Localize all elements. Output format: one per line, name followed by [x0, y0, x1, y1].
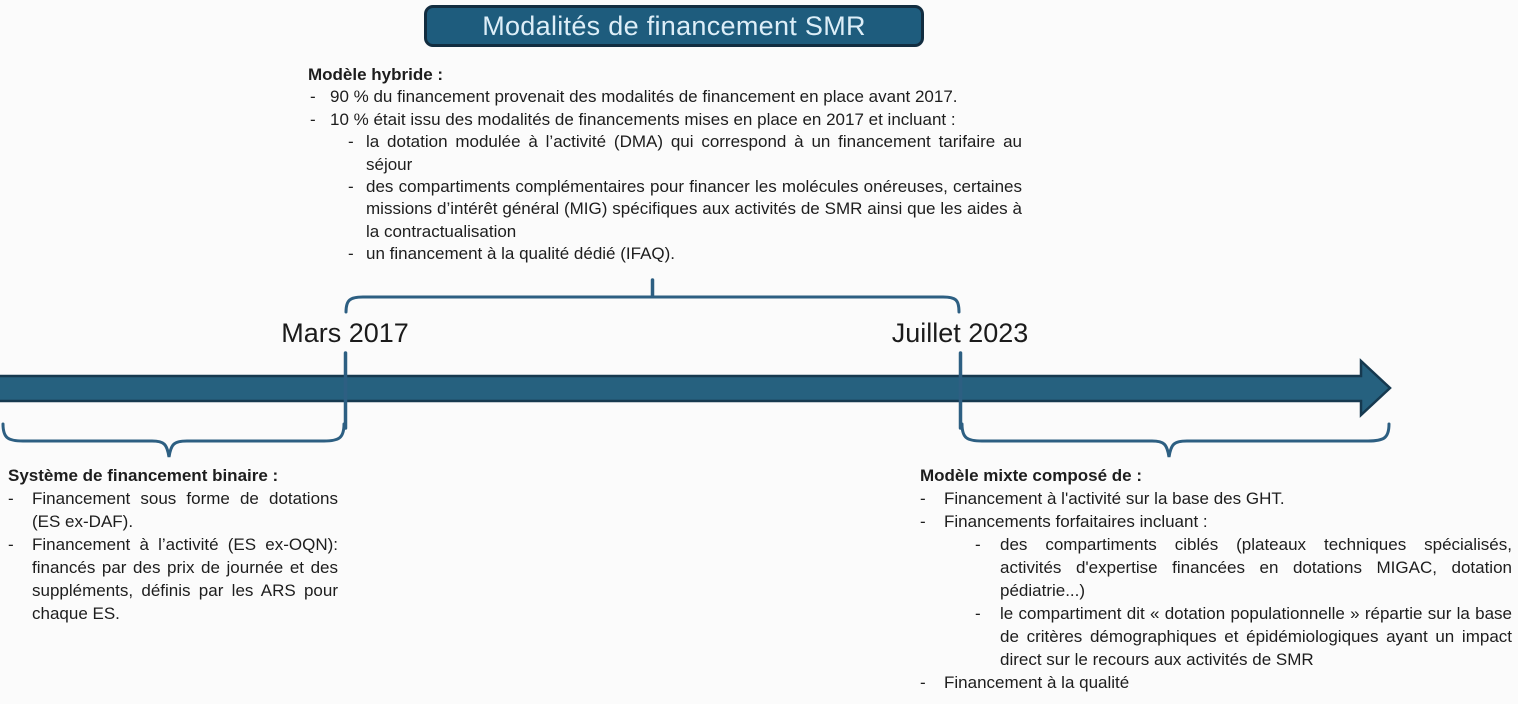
- bullet-dash: -: [975, 535, 981, 554]
- timeline-arrow: [0, 361, 1390, 415]
- list-item-text: des compartiments ciblés (plateaux techniques spécialisés, activités d'expertise financées en dotations MIGAC, dotation pédiatrie...): [1000, 535, 1512, 600]
- list-item-text: 90 % du financement provenait des modalités de financement en place avant 2017.: [330, 87, 958, 107]
- bullet-dash: -: [8, 489, 14, 508]
- mixed-model-block: [920, 464, 1512, 694]
- list-item-text: Financement à l’activité (ES ex-OQN): financés par des prix de journée et des suppléments, définis par les ARS pour chaque ES.: [32, 535, 338, 623]
- bottom-right-brace: [962, 424, 1389, 457]
- list-subitem: [348, 131, 1022, 176]
- list-item-text: Financement à l'activité sur la base des GHT.: [944, 489, 1285, 508]
- list-item: [8, 533, 338, 625]
- list-item: [920, 510, 1512, 533]
- list-subitem: [348, 243, 1022, 265]
- binary-heading: Système de financement binaire :: [8, 466, 279, 485]
- hybrid-model-block: [308, 64, 1022, 266]
- list-subitem: [975, 602, 1512, 671]
- list-subitem: [975, 533, 1512, 602]
- top-brace: [346, 297, 959, 312]
- list-item: [920, 671, 1512, 694]
- bullet-dash: -: [348, 177, 354, 197]
- bullet-dash: -: [8, 535, 14, 554]
- list-item: [8, 487, 338, 533]
- bullet-dash: -: [310, 109, 316, 129]
- list-item: [308, 109, 1022, 131]
- list-item-text: Financements forfaitaires incluant :: [944, 512, 1208, 531]
- page-title: Modalités de financement SMR: [482, 10, 866, 41]
- bottom-left-brace: [3, 424, 344, 457]
- title-box: [424, 5, 924, 47]
- bullet-dash: -: [920, 673, 926, 692]
- bullet-dash: -: [920, 489, 926, 508]
- list-item-text: un financement à la qualité dédié (IFAQ).: [366, 244, 676, 264]
- list-item-text: des compartiments complémentaires pour financer les molécules onéreuses, certaines missions d’intérêt général (MIG) spécifiques aux activités de SMR ainsi que les aides à la contractualisation: [366, 177, 1022, 241]
- bullet-dash: -: [975, 604, 981, 623]
- list-item: [920, 487, 1512, 510]
- bullet-dash: -: [348, 244, 354, 264]
- list-item: [308, 86, 1022, 108]
- bullet-dash: -: [310, 87, 316, 107]
- timeline-date-end: Juillet 2023: [891, 318, 1029, 348]
- list-item-text: le compartiment dit « dotation populationnelle » répartie sur la base de critères démographiques et épidémiologiques ayant un impact direct sur le recours aux activités de SMR: [1000, 604, 1512, 669]
- timeline-date-start: Mars 2017: [281, 318, 409, 348]
- binary-system-block: [8, 464, 338, 625]
- list-subitem: [348, 176, 1022, 243]
- list-item-text: 10 % était issu des modalités de financements mises en place en 2017 et incluant :: [330, 109, 956, 129]
- bullet-dash: -: [348, 132, 354, 152]
- mixte-heading: Modèle mixte composé de :: [920, 466, 1142, 485]
- list-item-text: Financement à la qualité: [944, 673, 1130, 692]
- hybrid-heading: Modèle hybride :: [308, 65, 444, 84]
- list-item-text: la dotation modulée à l’activité (DMA) qui correspond à un financement tarifaire au séjour: [366, 132, 1022, 174]
- list-item-text: Financement sous forme de dotations (ES ex-DAF).: [32, 489, 338, 531]
- bullet-dash: -: [920, 512, 926, 531]
